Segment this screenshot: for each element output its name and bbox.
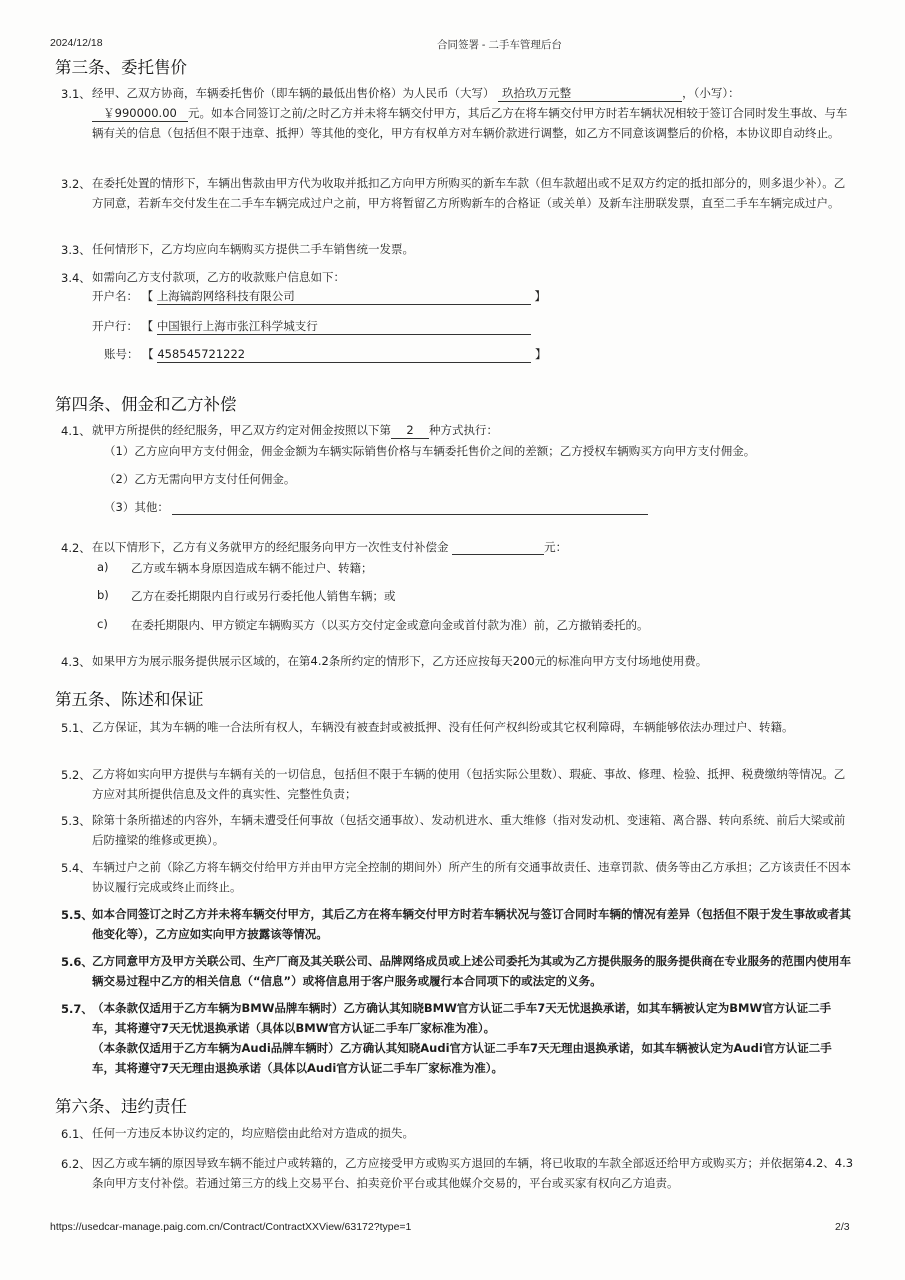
account-name-label: 开户名： xyxy=(92,289,138,303)
commission-option-3-label: （3）其他： xyxy=(104,500,169,514)
clause-5-7-number: 5.7、 xyxy=(61,1002,93,1016)
bank-label: 开户行： xyxy=(92,319,138,333)
clause-5-1-number: 5.1、 xyxy=(61,721,91,735)
clause-4-1-pre: 就甲方所提供的经纪服务，甲乙双方约定对佣金按照以下第 xyxy=(92,423,391,437)
account-no-value: 458545721222 xyxy=(157,347,531,363)
clause-5-1: 乙方保证，其为车辆的唯一合法所有权人，车辆没有被查封或被抵押、没有任何产权纠纷或其它权利障碍，车辆能够依法办理过户、转籍。 xyxy=(92,720,794,734)
clause-5-7-audi: （本条款仅适用于乙方车辆为Audi品牌车辆时）乙方确认其知晓Audi官方认证二手车7天无理由退换承诺，如其车辆被认定为Audi官方认证二手车，其将遵守7天无理由退换承诺（具体以Audi官方认证二手车厂家标准为准）。 xyxy=(92,1041,832,1075)
page-number: 2/3 xyxy=(835,1221,850,1233)
clause-4-1 xyxy=(92,422,498,439)
article-4-heading: 第四条、佣金和乙方补偿 xyxy=(55,395,237,414)
commission-option-choice: 2 xyxy=(391,423,429,439)
clause-4-2-item-b: 乙方在委托期限内自行或另行委托他人销售车辆；或 xyxy=(131,589,396,603)
bracket-open: 【 xyxy=(141,289,154,303)
commission-option-3 xyxy=(104,499,648,515)
bank-row xyxy=(92,318,531,335)
clause-3-1-pre: 经甲、乙双方协商，车辆委托售价（即车辆的最低出售价格）为人民币（大写） xyxy=(92,86,495,100)
print-date: 2024/12/18 xyxy=(50,37,103,49)
bracket-close: 】 xyxy=(534,347,547,361)
clause-5-5: 如本合同签订之时乙方并未将车辆交付甲方，其后乙方在将车辆交付甲方时若车辆状况与签订合同时车辆的情况有差异（包括但不限于发生事故或者其他变化等），乙方应如实向甲方披露该等情况。 xyxy=(92,907,851,941)
article-6-heading: 第六条、违约责任 xyxy=(55,1097,187,1116)
clause-3-1 xyxy=(92,83,854,143)
article-3-heading: 第三条、委托售价 xyxy=(55,58,187,77)
clause-4-2-item-b-label: b) xyxy=(97,588,109,602)
clause-5-3: 除第十条所描述的内容外，车辆未遭受任何事故（包括交通事故）、发动机进水、重大维修（指对发动机、变速箱、离合器、转向系统、前后大梁或前后防撞梁的维修或更换）。 xyxy=(92,813,846,847)
clause-3-2: 在委托处置的情形下，车辆出售款由甲方代为收取并抵扣乙方向甲方所购买的新车车款（但车款超出或不足双方约定的抵扣部分的，则多退少补）。乙方同意，若新车交付发生在二手车车辆完成过户之前，甲方将暂留乙方所购新车的合格证（或关单）及新车注册联发票，直至二手车车辆完成过户。 xyxy=(92,176,846,210)
clause-6-1: 任何一方违反本协议约定的，均应赔偿由此给对方造成的损失。 xyxy=(92,1126,414,1140)
clause-5-6: 乙方同意甲方及甲方关联公司、生产厂商及其关联公司、品牌网络成员或上述公司委托为其或为乙方提供服务的服务提供商在专业服务的范围内使用车辆交易过程中乙方的相关信息（“信息”）或将信息用于客户服务或履行本合同项下的或法定的义务。 xyxy=(92,954,851,988)
clause-3-2-number: 3.2、 xyxy=(61,177,91,191)
clause-3-3-number: 3.3、 xyxy=(61,243,91,257)
clause-5-6-number: 5.6、 xyxy=(61,955,93,969)
clause-5-2: 乙方将如实向甲方提供与车辆有关的一切信息，包括但不限于车辆的使用（包括实际公里数）、瑕疵、事故、修理、检验、抵押、税费缴纳等情况。乙方应对其所提供信息及文件的真实性、完整性负责； xyxy=(92,767,846,801)
bracket-open: 【 xyxy=(142,347,154,361)
clause-5-7-bmw: （本条款仅适用于乙方车辆为BMW品牌车辆时）乙方确认其知晓BMW官方认证二手车7天无忧退换承诺，如其车辆被认定为BMW官方认证二手车，其将遵守7天无忧退换承诺（具体以BMW官方认证二手车厂家标准为准）。 xyxy=(92,1001,832,1035)
account-no-row xyxy=(104,346,546,363)
bank-value: 中国银行上海市张江科学城支行 xyxy=(157,319,531,335)
clause-4-2-pre: 在以下情形下，乙方有义务就甲方的经纪服务向甲方一次性支付补偿金 xyxy=(92,540,449,554)
price-in-numbers: ￥990000.00 xyxy=(92,106,188,122)
clause-3-3: 任何情形下，乙方均应向车辆购买方提供二手车销售统一发票。 xyxy=(92,242,414,256)
clause-4-2 xyxy=(92,539,567,555)
print-title: 合同签署 - 二手车管理后台 xyxy=(437,39,562,51)
clause-5-4-number: 5.4、 xyxy=(61,861,91,875)
clause-6-2: 因乙方或车辆的原因导致车辆不能过户或转籍的，乙方应接受甲方或购买方退回的车辆，将已收取的车款全部返还给甲方或购买方；并依据第4.2、4.3条向甲方支付补偿。若通过第三方的线上交易平台、拍卖竞价平台或其他媒介交易的，平台或买家有权向乙方追责。 xyxy=(92,1156,854,1190)
clause-4-1-post: 种方式执行： xyxy=(429,423,498,437)
clause-6-2-number: 6.2、 xyxy=(61,1157,91,1171)
clause-3-4-number: 3.4、 xyxy=(61,271,91,285)
price-small-label: ，（小写）： xyxy=(682,86,740,100)
clause-4-2-item-a-label: a) xyxy=(97,560,109,574)
clause-4-3: 如果甲方为展示服务提供展示区域的，在第4.2条所约定的情形下，乙方还应按每天200元的标准向甲方支付场地使用费。 xyxy=(92,654,708,668)
account-no-label: 账号： xyxy=(104,347,139,361)
clause-4-2-post: 元： xyxy=(544,540,568,554)
account-name-row xyxy=(92,288,546,305)
clause-3-1-rest: 元。如本合同签订之前/之时乙方并未将车辆交付甲方，其后乙方在将车辆交付甲方时若车辆状况相较于签订合同时发生事故、与车辆有关的信息（包括但不限于违章、抵押）等其他的变化，甲方有权单方对车辆价款进行调整，如乙方不同意该调整后的价格，本协议即自动终止。 xyxy=(92,106,848,140)
page-url: https://usedcar-manage.paig.com.cn/Contract/ContractXXView/63172?type=1 xyxy=(50,1221,412,1233)
bracket-close: 】 xyxy=(534,289,546,303)
clause-3-4: 如需向乙方支付款项，乙方的收款账户信息如下： xyxy=(92,270,345,284)
clause-4-3-number: 4.3、 xyxy=(61,655,91,669)
clause-5-3-number: 5.3、 xyxy=(61,814,91,828)
clause-4-2-item-a: 乙方或车辆本身原因造成车辆不能过户、转籍； xyxy=(131,561,373,575)
account-name-value: 上海镐韵网络科技有限公司 xyxy=(157,289,531,305)
clause-5-5-number: 5.5、 xyxy=(61,908,93,922)
commission-other-blank xyxy=(172,500,648,515)
clause-3-1-number: 3.1、 xyxy=(61,87,91,101)
clause-4-2-number: 4.2、 xyxy=(61,541,91,555)
clause-4-2-item-c-label: c) xyxy=(97,617,108,631)
commission-option-2: （2）乙方无需向甲方支付任何佣金。 xyxy=(104,472,296,486)
clause-4-2-item-c: 在委托期限内、甲方锁定车辆购买方（以买方交付定金或意向金或首付款为准）前，乙方撤销委托的。 xyxy=(131,618,649,632)
clause-5-2-number: 5.2、 xyxy=(61,768,91,782)
commission-option-1: （1）乙方应向甲方支付佣金，佣金金额为车辆实际销售价格与车辆委托售价之间的差额；乙方授权车辆购买方向甲方支付佣金。 xyxy=(104,444,756,458)
bracket-open: 【 xyxy=(141,319,154,333)
article-5-heading: 第五条、陈述和保证 xyxy=(55,690,204,709)
clause-4-1-number: 4.1、 xyxy=(61,424,91,438)
clause-6-1-number: 6.1、 xyxy=(61,1127,91,1141)
compensation-amount-blank xyxy=(452,540,544,555)
clause-5-4: 车辆过户之前（除乙方将车辆交付给甲方并由甲方完全控制的期间外）所产生的所有交通事故责任、违章罚款、债务等由乙方承担；乙方该责任不因本协议履行完成或终止而终止。 xyxy=(92,860,851,894)
price-in-words: 玖拾玖万元整 xyxy=(498,86,682,102)
